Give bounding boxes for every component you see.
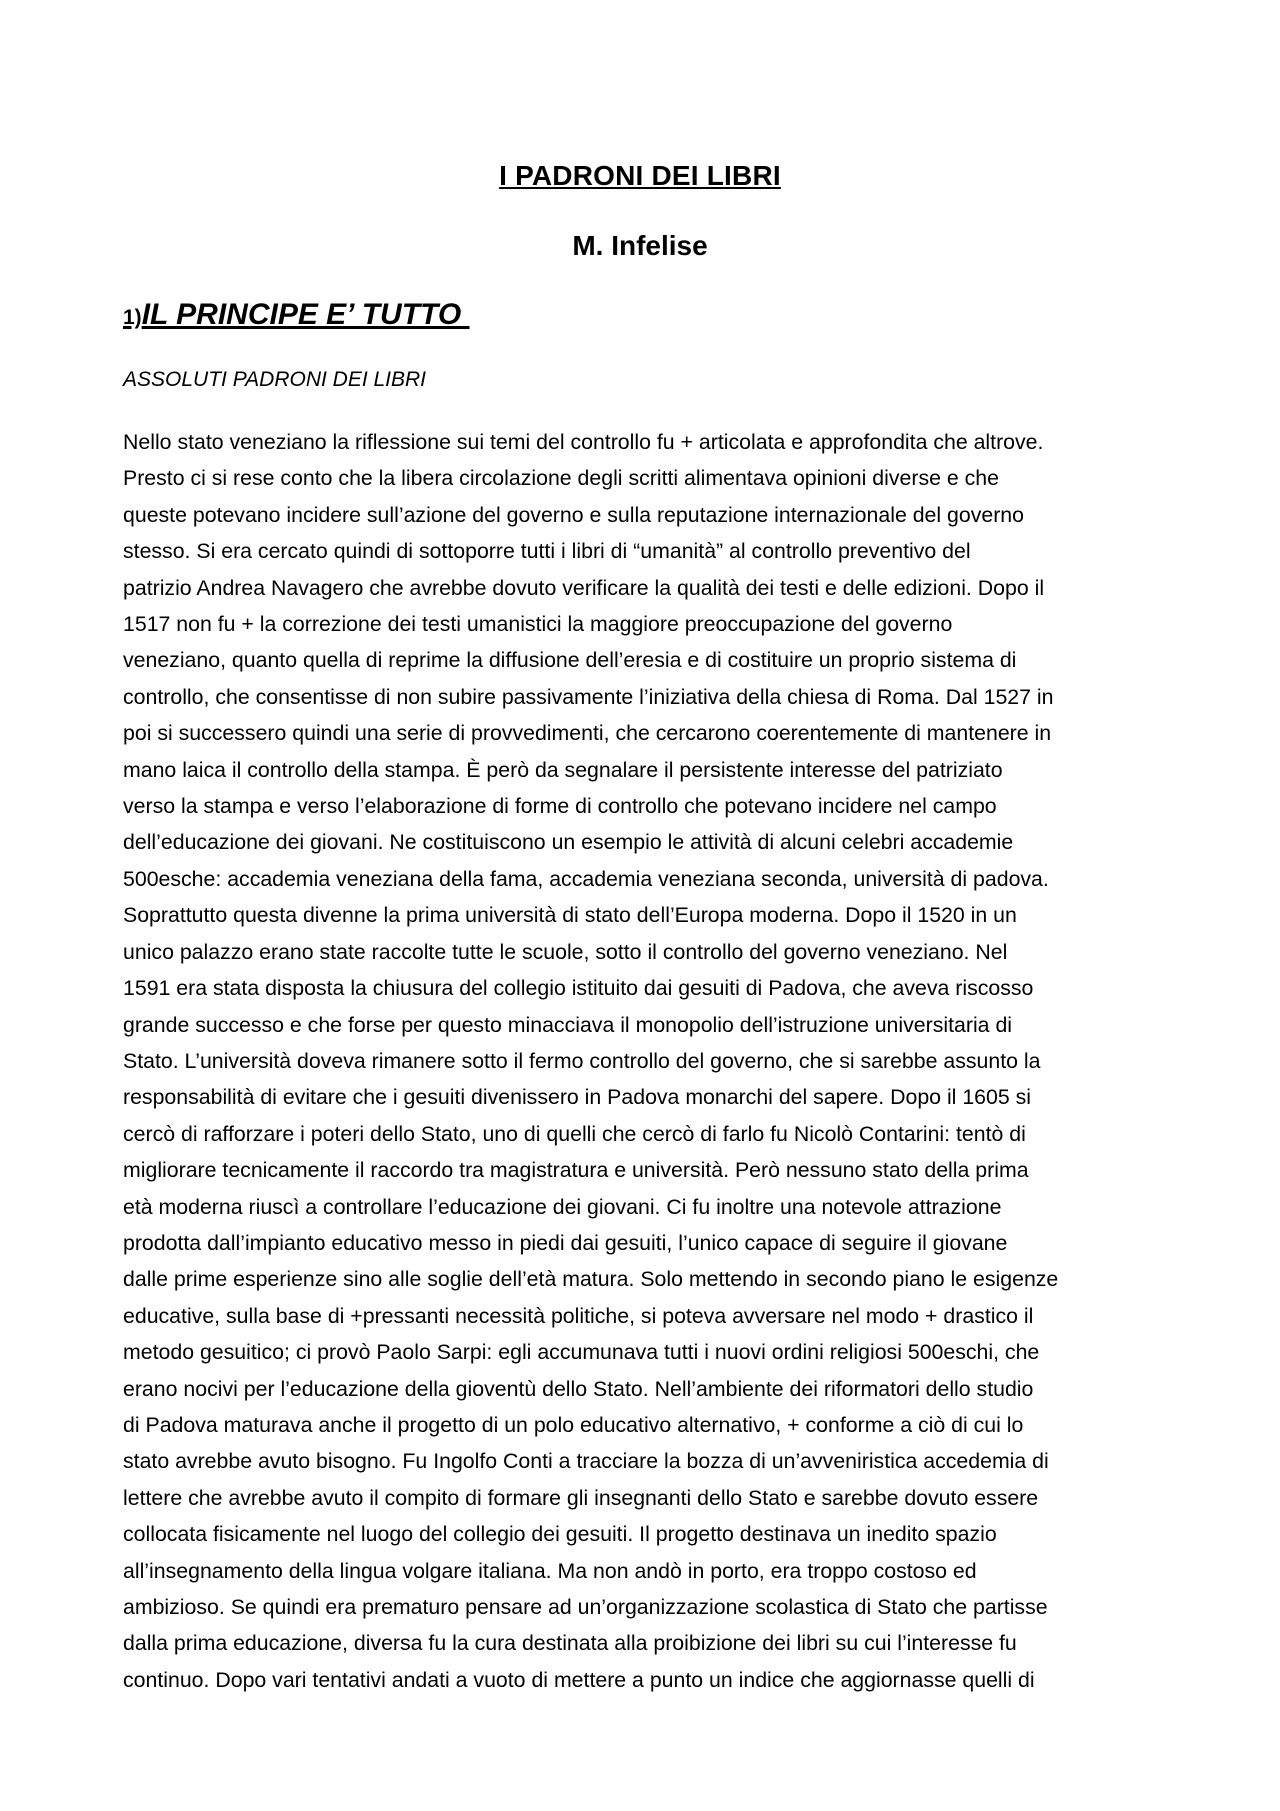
document-author: M. Infelise [572,230,708,261]
body-line: 500esche: accademia veneziana della fama, accademia veneziana seconda, università di padova. [123,866,1049,891]
body-line: poi si successero quindi una serie di provvedimenti, che cercarono coerentemente di mantenere in [123,721,1052,746]
section-number: 1) [123,306,142,329]
body-line: grande successo e che forse per questo minacciava il monopolio dell’istruzione universitaria di [123,1012,1013,1037]
section-heading [123,298,470,332]
body-line: educative, sulla base di +pressanti necessità politiche, si poteva avversare nel modo + drastico il [123,1303,1034,1328]
body-line: queste potevano incidere sull’azione del governo e sulla reputazione internazionale del governo [123,502,1024,527]
body-line: erano nocivi per l’educazione della gioventù dello Stato. Nell’ambiente dei riformatori dello studio [123,1376,1034,1401]
body-line: Presto ci si rese conto che la libera circolazione degli scritti alimentava opinioni diverse e che [123,466,999,491]
body-line: dalle prime esperienze sino alle soglie dell’età matura. Solo mettendo in secondo piano le esigenze [123,1267,1059,1292]
body-line: all’insegnamento della lingua volgare italiana. Ma non andò in porto, era troppo costoso ed [123,1558,977,1583]
body-line: lettere che avrebbe avuto il compito di formare gli insegnanti dello Stato e sarebbe dovuto essere [123,1485,1039,1510]
body-line: cercò di rafforzare i poteri dello Stato, uno di quelli che cercò di farlo fu Nicolò Contarini: tentò di [123,1121,1026,1146]
body-line: ambizioso. Se quindi era prematuro pensare ad un’organizzazione scolastica di Stato che partisse [123,1595,1048,1619]
body-line: Soprattutto questa divenne la prima università di stato dell’Europa moderna. Dopo il 1520 in un [123,903,1017,928]
body-paragraph [123,424,1163,1698]
body-line: collocata fisicamente nel luogo del collegio dei gesuiti. Il progetto destinava un inedito spazio [123,1522,997,1547]
body-line: stesso. Si era cercato quindi di sottoporre tutti i libri di “umanità” al controllo preventivo del [123,539,971,564]
body-line: 1517 non fu + la correzione dei testi umanistici la maggiore preoccupazione del governo [123,612,953,637]
body-line: stato avrebbe avuto bisogno. Fu Ingolfo Conti a tracciare la bozza di un’avveniristica accedemia di [123,1449,1049,1474]
body-line: patrizio Andrea Navagero che avrebbe dovuto verificare la qualità dei testi e delle edizioni. Dopo il [123,575,1045,600]
body-line: continuo. Dopo vari tentativi andati a vuoto di mettere a punto un indice che aggiornasse quelli di [123,1667,1035,1692]
body-line: età moderna riuscì a controllare l’educazione dei giovani. Ci fu inoltre una notevole attrazione [123,1194,1002,1219]
body-line: mano laica il controllo della stampa. È però da segnalare il persistente interesse del patriziato [123,757,1003,782]
body-line: migliorare tecnicamente il raccordo tra magistratura e università. Però nessuno stato della prima [123,1158,1029,1183]
body-line: unico palazzo erano state raccolte tutte le scuole, sotto il controllo del governo veneziano. Nel [123,939,1008,964]
subheading: ASSOLUTI PADRONI DEI LIBRI [123,368,427,391]
body-line: 1591 era stata disposta la chiusura del collegio istituito dai gesuiti di Padova, che aveva riscosso [123,976,1034,1001]
body-line: controllo, che consentisse di non subire passivamente l’iniziativa della chiesa di Roma. Dal 1527 in [123,684,1054,709]
document-title: I PADRONI DEI LIBRI [499,160,781,191]
body-line: veneziano, quanto quella di reprime la diffusione dell’eresia e di costituire un proprio sistema di [123,648,1017,673]
section-title: IL PRINCIPE E’ TUTTO [141,298,470,331]
body-line: Stato. L’università doveva rimanere sotto il fermo controllo del governo, che si sarebbe assunto la [123,1048,1041,1073]
body-line: di Padova maturava anche il progetto di un polo educativo alternativo, + conforme a ciò di cui lo [123,1412,1024,1437]
body-line: prodotta dall’impianto educativo messo in piedi dai gesuiti, l’unico capace di seguire il giovane [123,1230,1008,1255]
body-line: responsabilità di evitare che i gesuiti divenissero in Padova monarchi del sapere. Dopo il 1605 si [123,1085,1031,1110]
body-line: dell’educazione dei giovani. Ne costituiscono un esempio le attività di alcuni celebri accademie [123,830,1014,855]
body-line: dalla prima educazione, diversa fu la cura destinata alla proibizione dei libri su cui l’interesse fu [123,1631,1017,1656]
body-line: verso la stampa e verso l’elaborazione di forme di controllo che potevano incidere nel campo [123,794,997,819]
body-line: metodo gesuitico; ci provò Paolo Sarpi: egli accumunava tutti i nuovi ordini religiosi 500eschi, che [123,1340,1040,1365]
body-line: Nello stato veneziano la riflessione sui temi del controllo fu + articolata e approfondita che altrove. [123,430,1044,454]
